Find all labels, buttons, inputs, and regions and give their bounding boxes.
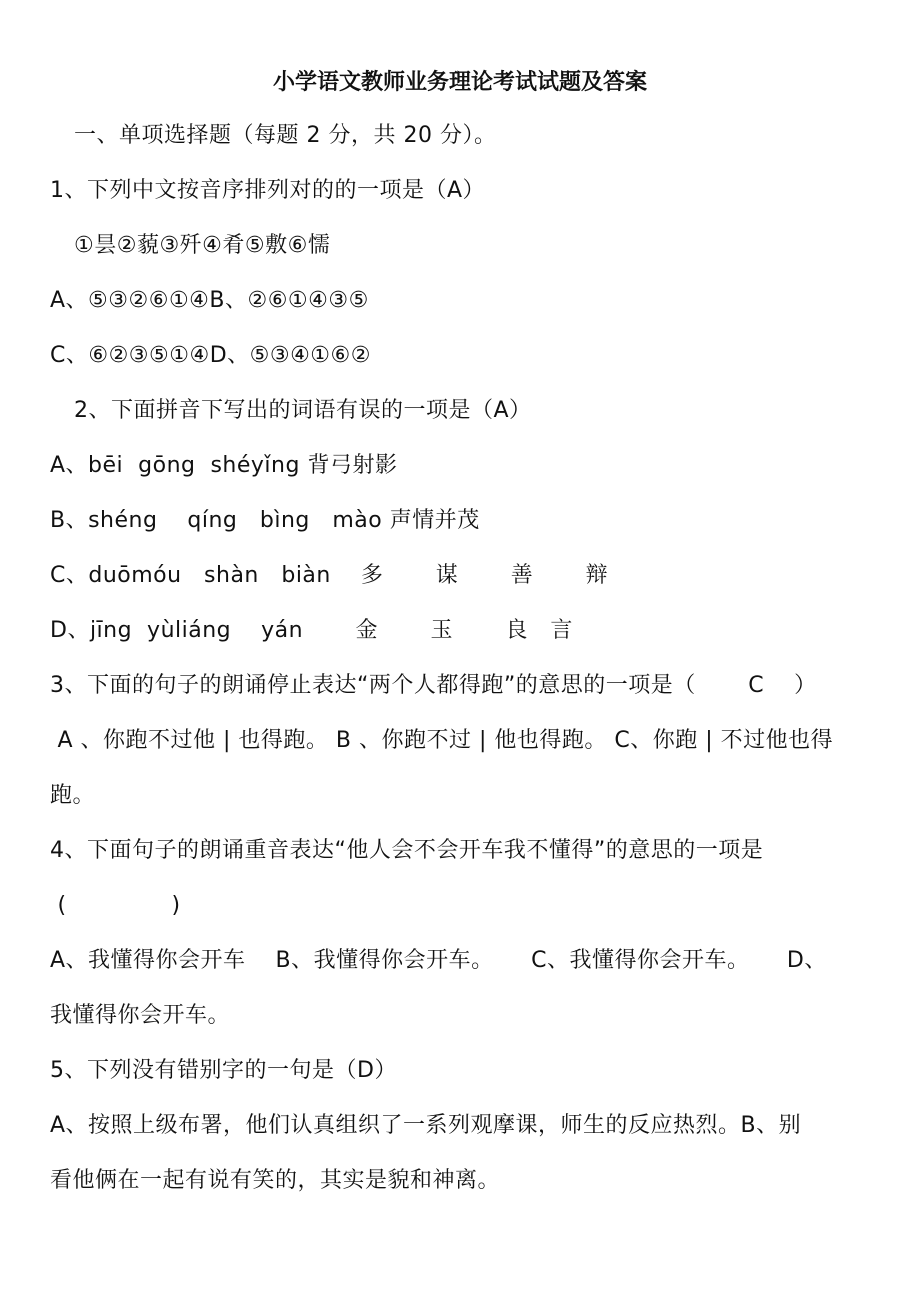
question-1-options-cd: C、⑥②③⑤①④D、⑤③④①⑥②: [50, 343, 371, 368]
question-2-option-d: D、jīng yùliáng yán 金 玉 良 言: [50, 618, 573, 643]
question-3-options: A 、你跑不过他 | 也得跑。 B 、你跑不过 | 他也得跑。 C、你跑 | 不过他也得: [50, 728, 834, 753]
question-2-option-b: B、shéng qíng bìng mào 声情并茂: [50, 508, 480, 533]
question-5-options: A、按照上级布署，他们认真组织了一系列观摩课，师生的反应热烈。B、别: [50, 1113, 802, 1138]
question-4-options-cont: 我懂得你会开车。: [50, 1003, 231, 1028]
question-4-options: A、我懂得你会开车 B、我懂得你会开车。 C、我懂得你会开车。 D、: [50, 948, 827, 973]
question-1-chars: ①昙②藐③歼④肴⑤敷⑥懦: [74, 233, 331, 258]
question-5-stem: 5、下列没有错别字的一句是（D）: [50, 1058, 397, 1083]
question-2-option-c: C、duōmóu shàn biàn 多 谋 善 辩: [50, 563, 609, 588]
question-5-options-cont: 看他俩在一起有说有笑的，其实是貌和神离。: [50, 1168, 501, 1193]
question-2-option-a: A、bēi gōng shéyǐng 背弓射影: [50, 453, 398, 478]
question-4-answer-blank: ( ): [50, 893, 181, 918]
question-3-options-cont: 跑。: [50, 783, 96, 808]
document-title: 小学语文教师业务理论考试试题及答案: [272, 70, 647, 95]
question-4-stem: 4、下面句子的朗诵重音表达“他人会不会开车我不懂得”的意思的一项是: [50, 838, 764, 863]
question-1-options-ab: A、⑤③②⑥①④B、②⑥①④③⑤: [50, 288, 369, 313]
question-1-stem: 1、下列中文按音序排列对的的一项是（A）: [50, 178, 486, 203]
section-heading: 一、单项选择题（每题 2 分，共 20 分）。: [74, 123, 497, 148]
question-3-stem: 3、下面的句子的朗诵停止表达“两个人都得跑”的意思的一项是（ C ）: [50, 673, 817, 698]
question-2-stem: 2、下面拼音下写出的词语有误的一项是（A）: [74, 398, 532, 423]
